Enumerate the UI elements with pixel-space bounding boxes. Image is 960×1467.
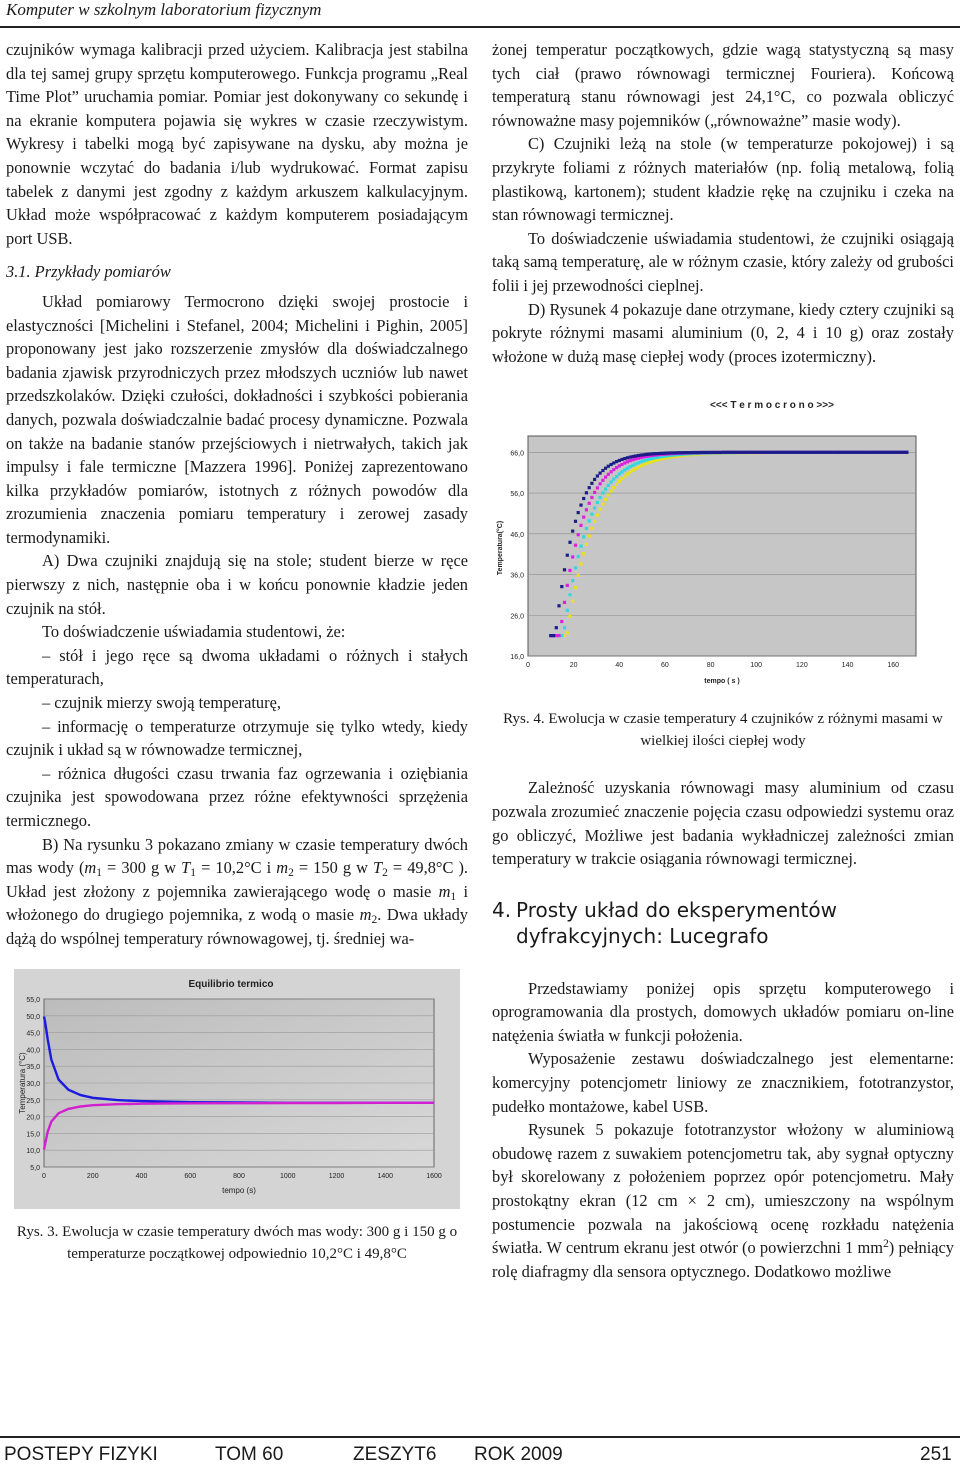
x-tick-label: 100 [750, 662, 763, 670]
data-point [557, 605, 560, 608]
dash-item: – czujnik mierzy swoją temperaturę, [42, 693, 281, 713]
data-point [612, 486, 615, 489]
data-point [697, 451, 700, 454]
running-header: Komputer w szkolnym laboratorium fizycznym [6, 0, 322, 19]
data-point [557, 634, 560, 637]
data-point [596, 487, 599, 490]
data-point [607, 473, 610, 476]
data-point [796, 451, 799, 454]
data-point [593, 478, 596, 481]
data-point [881, 451, 884, 454]
x-tick-label: 140 [841, 662, 854, 670]
data-point [599, 496, 602, 499]
dash-item: – stół i jego ręce są dwoma układami o różnych i stałych temperaturach, [6, 645, 468, 689]
data-point [629, 465, 632, 468]
header-rule [0, 26, 960, 28]
dash-item: – informację o temperaturze otrzymuje się tylko wtedy, kiedy czujnik i układ są w równowadze termicznej, [6, 716, 468, 760]
data-point [566, 631, 569, 634]
paragraph: żonej temperatur początkowych, gdzie wagą statystyczną są masy tych ciał (prawo równowagi termicznej Fouriera). Końcową temperaturą stanu równowagi jest 24,1°C, co pozwala obliczyć równoważne masy pojemników („równoważne” masie wody). [492, 40, 954, 130]
data-point [566, 554, 569, 557]
data-point [590, 496, 593, 499]
y-tick-label: 50,0 [26, 1013, 40, 1021]
dash-item: – różnica długości czasu trwania faz ogrzewania i oziębiania czujnika jest spowodowana przez różne efektywności sprzężenia termicznego. [6, 763, 468, 830]
data-point [590, 527, 593, 530]
data-point [607, 465, 610, 468]
x-tick-label: 1200 [328, 1172, 345, 1180]
data-point [596, 514, 599, 517]
data-point [782, 451, 785, 454]
section-heading: 4. Prosty układ do eksperymentów dyfrakcyjnych: Lucegrafo [492, 897, 837, 948]
data-point [705, 451, 708, 454]
data-point [634, 463, 637, 466]
data-point [588, 502, 591, 505]
data-point [629, 459, 632, 462]
data-point [604, 476, 607, 479]
data-point [875, 451, 878, 454]
paragraph: Układ pomiarowy Termocrono dzięki swojej prostocie i elastyczności [Michelini i Stefanel, 2004; Michelini i Pighin, 2005] proponowany jest jako rozszerzenie zmysłów dla doświadczalnego badania zjawisk przyrodniczych przez młodszych uczniów lub nawet przedszkolaków. Dzięki czułości, dokładności i szybkości pobierania danych, pozwala doświadczalnie badać procesy dynamiczne. Pozwala on także na badanie stanów przejściowych i nietrwałych, takich jak impulsy i fale termiczne [Mazzera 1996]. Poniżej zaprezentowano kilka przykładów pomiarów, istotnych z różnych powodów dla zrozumienia znaczenia pomiaru temperatury i zerowej zasady termodynamiki. [6, 291, 468, 547]
x-tick-label: 120 [796, 662, 808, 670]
y-tick-label: 66,0 [510, 450, 524, 458]
data-point [831, 451, 834, 454]
data-point [620, 463, 623, 466]
data-point [612, 462, 615, 465]
data-point [642, 463, 645, 466]
y-tick-label: 46,0 [510, 532, 524, 540]
data-point [861, 451, 864, 454]
figure-4-chart [492, 398, 954, 698]
data-point [601, 479, 604, 482]
data-point [568, 569, 571, 572]
data-point [566, 609, 569, 612]
y-tick-label: 35,0 [26, 1063, 40, 1071]
y-tick-label: 30,0 [26, 1080, 40, 1088]
data-point [845, 451, 848, 454]
data-point [889, 451, 892, 454]
data-point [596, 475, 599, 478]
data-point [610, 481, 613, 484]
data-point [560, 620, 563, 623]
x-tick-label: 40 [615, 662, 624, 670]
data-point [582, 497, 585, 500]
data-point [593, 507, 596, 510]
data-point [853, 451, 856, 454]
data-point [727, 451, 730, 454]
data-point [804, 451, 807, 454]
data-point [582, 552, 585, 555]
paragraph: Wyposażenie zestawu doświadczalnego jest elementarne: komercyjny potencjometr liniowy ze znacznikiem, fototranzystor, pudełko montażowe, kabel USB. [492, 1049, 954, 1116]
data-point [571, 556, 574, 559]
data-point [683, 451, 686, 454]
x-tick-label: 1000 [279, 1172, 296, 1180]
data-point [711, 451, 714, 454]
x-tick-label: 1600 [426, 1172, 442, 1180]
paragraph: Rysunek 5 pokazuje fototranzystor włożony w aluminiową obudowę razem z suwakiem potencjometru tak, aby sygnał optyczny był skorelowany z położeniem poprzez opór potencjometru. Mały prostokątny ekran (12 cm × 2 cm), umieszczony na wspólnym postumencie pozwala na jakościową ocenę rozkładu natężenia światła. W centrum ekranu jest otwór (o powierzchni 1 $mm^2$) pełniący rolę diafragmy dla sensora optycznego. Dodatkowo możliwe [492, 1120, 954, 1281]
data-point [574, 520, 577, 523]
data-point [599, 508, 602, 511]
y-tick-label: 36,0 [510, 572, 524, 580]
data-point [692, 451, 695, 454]
data-point [574, 544, 577, 547]
data-point [678, 451, 681, 454]
y-tick-label: 55,0 [26, 996, 40, 1004]
data-point [777, 451, 780, 454]
data-point [552, 634, 555, 637]
data-point [582, 536, 585, 539]
data-point [577, 533, 580, 536]
data-point [566, 584, 569, 587]
data-point [670, 452, 673, 455]
x-tick-label: 400 [135, 1172, 148, 1180]
page-footer [0, 1436, 960, 1467]
y-tick-label: 25,0 [26, 1097, 40, 1105]
data-point [599, 483, 602, 486]
data-point [620, 471, 623, 474]
journal-name: POSTEPY FIZYKI [4, 1444, 158, 1465]
y-tick-label: 45,0 [26, 1030, 40, 1038]
data-point [826, 451, 829, 454]
issue: ZESZYT6 [353, 1444, 437, 1465]
page-number: 251 [920, 1444, 952, 1465]
data-point [579, 504, 582, 507]
paragraph: C) Czujniki leżą na stole (w temperaturze pokojowej) i są przykryte foliami z różnych materiałów (np. folią metalową, folią plastikową, kartonem); student kładzie rękę na czujniku i czeka na stan równowagi termicznej. [492, 134, 954, 225]
data-point [746, 451, 749, 454]
paragraph: To doświadczenie uświadamia studentowi, że czujniki osiągają taką samą temperaturę, ale w różnym czasie, który zależy od grubości folii i jej przewodności cieplnej. [492, 228, 954, 295]
x-tick-label: 20 [569, 662, 578, 670]
data-point [582, 516, 585, 519]
y-tick-label: 15,0 [26, 1130, 40, 1138]
data-point [563, 627, 566, 630]
y-tick-label: 20,0 [26, 1114, 40, 1122]
chart-title: <<< T e r m o c r o n o >>> [710, 400, 834, 412]
x-tick-label: 800 [233, 1172, 245, 1180]
figure-3-caption: Rys. 3. Ewolucja w czasie temperatury dwóch mas wody: 300 g i 150 g o temperaturze początkowej odpowiednio 10,2°C i 49,8°C [16, 1223, 458, 1262]
data-point [585, 543, 588, 546]
data-point [615, 483, 618, 486]
x-tick-label: 600 [184, 1172, 197, 1180]
data-point [577, 555, 580, 558]
data-point [601, 503, 604, 506]
data-point [571, 579, 574, 582]
figure-3-chart [6, 969, 468, 1209]
data-point [610, 490, 613, 493]
paragraph: To doświadczenie uświadamia studentowi, że: [42, 622, 346, 642]
data-point [642, 454, 645, 457]
year: ROK 2009 [474, 1444, 563, 1465]
data-point [768, 451, 771, 454]
data-point [563, 569, 566, 572]
figure-4-caption: Rys. 4. Ewolucja w czasie temperatury 4 czujników z różnymi masami w wielkiej ilości ciepłej wody [503, 711, 943, 750]
data-point [601, 492, 604, 495]
data-point [903, 451, 906, 454]
data-point [579, 524, 582, 527]
data-point [560, 634, 563, 637]
data-point [555, 626, 558, 629]
data-point [571, 530, 574, 533]
x-tick-label: 0 [526, 662, 530, 670]
data-point [599, 472, 602, 475]
data-point [741, 451, 744, 454]
data-point [549, 634, 552, 637]
y-tick-label: 26,0 [510, 613, 524, 621]
data-point [629, 456, 632, 459]
data-point [568, 615, 571, 618]
data-point [612, 478, 615, 481]
data-point [894, 451, 897, 454]
data-point [607, 494, 610, 497]
data-point [620, 458, 623, 461]
paragraph: Przedstawiamy poniżej opis sprzętu komputerowego i oprogramowania dla prostych, domowych układów pomiaru on-line natężenia światła w funkcji położenia. [492, 978, 954, 1045]
data-point [568, 541, 571, 544]
data-point [733, 451, 736, 454]
data-point [560, 585, 563, 588]
data-point [760, 451, 763, 454]
x-tick-label: 160 [887, 662, 900, 670]
data-point [574, 567, 577, 570]
x-tick-label: 80 [706, 662, 715, 670]
data-point [648, 458, 651, 461]
data-point [607, 484, 610, 487]
x-tick-label: 0 [42, 1172, 46, 1180]
x-tick-label: 200 [86, 1172, 99, 1180]
data-point [588, 520, 591, 523]
data-point [577, 511, 580, 514]
data-point [579, 563, 582, 566]
data-point [809, 451, 812, 454]
right-column [492, 38, 954, 1283]
y-tick-label: 16,0 [510, 654, 524, 662]
data-point [568, 594, 571, 597]
data-point [719, 451, 722, 454]
data-point [593, 520, 596, 523]
x-axis-label: tempo (s) [222, 1185, 256, 1195]
data-point [629, 471, 632, 474]
data-point [574, 586, 577, 589]
data-point [656, 452, 659, 455]
data-point [563, 601, 566, 604]
volume: TOM 60 [215, 1444, 284, 1465]
data-point [612, 468, 615, 471]
x-tick-label: 60 [661, 662, 669, 670]
data-point [590, 513, 593, 516]
data-point [642, 460, 645, 463]
data-point [634, 455, 637, 458]
paragraph: czujników wymaga kalibracji przed użyciem. Kalibracja jest stabilna dla tej samej grupy sprzętu komputerowego. Funkcja programu „Real Time Plot” uruchamia pomiar. Pomiar jest dokonywany co sekundę i na ekranie komputera pojawia się wykres w czasie rzeczywistym. Wykresy i tabelki mogą być zapisywane na dysku, aby można je ponownie wczytać do badania i/lub wydrukować. Format zapisu tabelek z danymi jest zgodny z każdym arkuszem kalkulacyjnym. Układ może współpracować z każdym komputerem posiadającym port USB. [6, 40, 468, 248]
x-axis-label: tempo ( s ) [704, 678, 740, 686]
y-tick-label: 56,0 [510, 491, 524, 499]
data-point [905, 451, 908, 454]
paragraph: A) Dwa czujniki znajdują się na stole; student bierze w ręce pierwszy z nich, następnie oba i w końcu ponownie kładzie jeden czujnik na stół. [6, 551, 468, 618]
data-point [634, 467, 637, 470]
data-point [593, 491, 596, 494]
paragraph-masses: B) Na rysunku 3 pokazano zmiany w czasie temperatury dwóch mas wody ($m_1 = 300$ g w $T_1 = 10,2^\circ C$ i $m_2 = 150$ g w $T_2 = 49,8^\circ C$ ). Układ jest złożony z pojemnika zawierającego wodę o masie $m_1$ i włożonego do drugiego pojemnika, z wodą o masie $m_2$. Dwa układy dążą do wspólnej temperatury równowagowej, tj. średniej wa- [6, 834, 468, 948]
subsection-heading: 3.1. Przykłady pomiarów [6, 262, 171, 282]
data-point [596, 501, 599, 504]
paragraph: D) Rysunek 4 pokazuje dane otrzymane, kiedy cztery czujniki są pokryte różnymi masami aluminium (0, 2, 4 i 10 g) oraz zostały włożone w dużą masę ciepłej wody (proces izotermiczny). [492, 299, 954, 366]
data-point [588, 535, 591, 538]
x-tick-label: 1400 [377, 1172, 394, 1180]
y-axis-label: Temperatura (°C) [18, 1051, 27, 1114]
data-point [577, 574, 580, 577]
data-point [790, 451, 793, 454]
y-axis-label: Temperatura(°C) [497, 521, 504, 576]
y-tick-label: 10,0 [26, 1147, 40, 1155]
data-point [579, 545, 582, 548]
paragraph: Zależność uzyskania równowagi masy aluminium od czasu pozwala zrozumieć znaczenie pojęcia czasu odpowiedzi systemu oraz go obliczyć, Możliwe jest badania wykładniczej zależności zmian temperatury w trakcie osiągania równowagi termicznej. [492, 778, 954, 869]
data-point [818, 451, 821, 454]
data-point [585, 509, 588, 512]
data-point [590, 482, 593, 485]
data-point [585, 527, 588, 530]
data-point [648, 453, 651, 456]
data-point [840, 451, 843, 454]
data-point [588, 486, 591, 489]
chart-title: Equilibrio termico [188, 978, 274, 990]
data-point [867, 451, 870, 454]
data-point [604, 498, 607, 501]
left-column [6, 38, 468, 1269]
data-point [571, 600, 574, 603]
data-point [662, 452, 665, 455]
data-point [585, 492, 588, 495]
y-tick-label: 5,0 [30, 1164, 40, 1172]
data-point [755, 451, 758, 454]
data-point [604, 488, 607, 491]
data-point [620, 477, 623, 480]
y-tick-label: 40,0 [26, 1046, 40, 1054]
